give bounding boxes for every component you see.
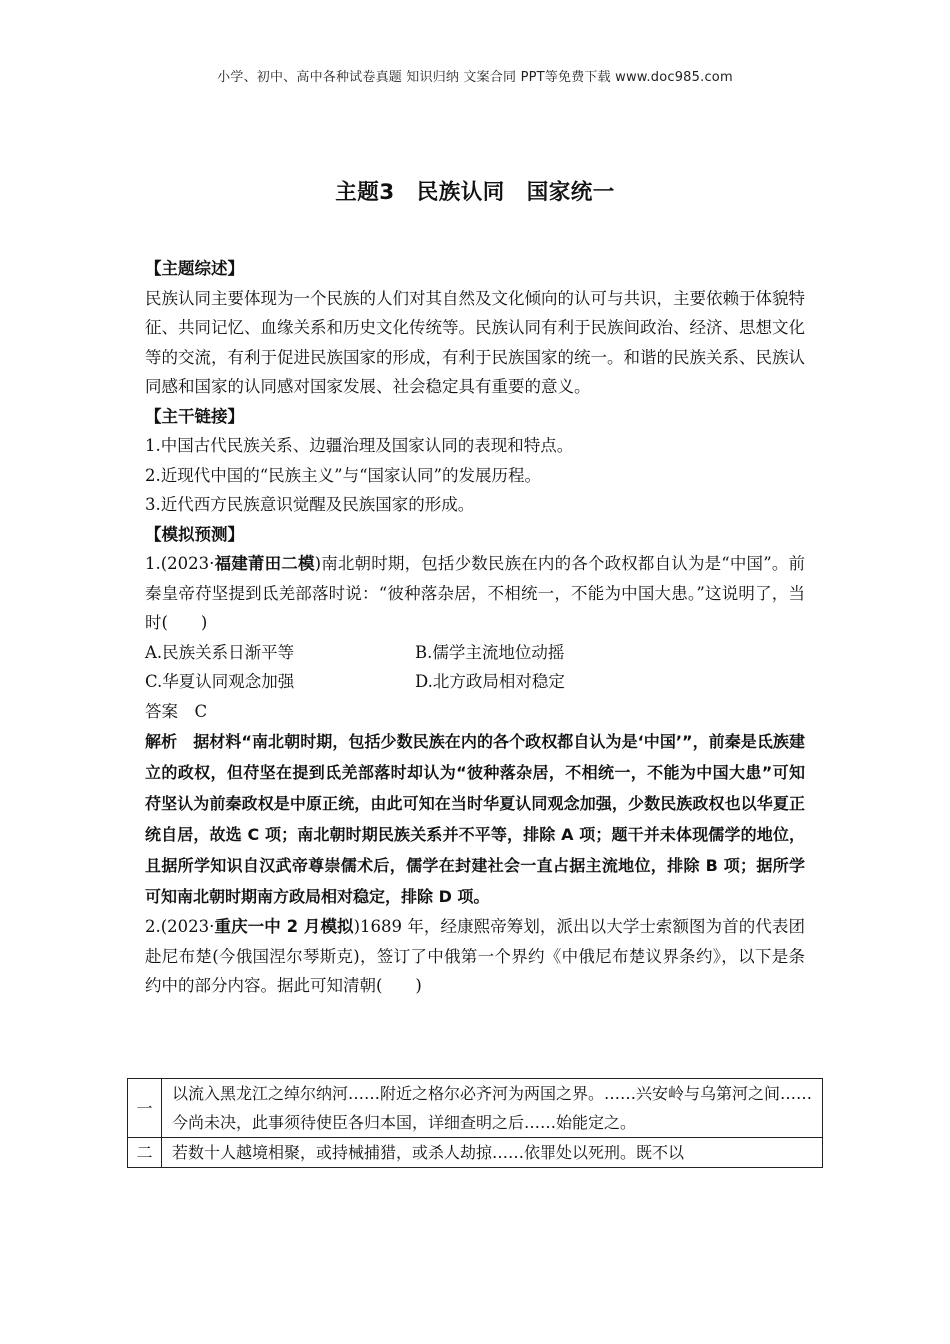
- question-1-stem: [145, 549, 805, 638]
- section-heading-summary: 【主题综述】: [145, 259, 244, 278]
- link-item-1: 1.中国古代民族关系、边疆治理及国家认同的表现和特点。: [145, 436, 574, 455]
- question-1-source: 福建莆田二模: [214, 554, 315, 573]
- question-2-number: 2.(2023·: [145, 917, 215, 936]
- main-content: [145, 254, 805, 1001]
- question-1-text: )南北朝时期，包括少数民族在内的各个政权都自认为是“中国”。前秦皇帝苻坚提到氐羌部落时说：“彼种落杂居，不相统一，不能为中国大患。”这说明了，当时( ): [145, 554, 805, 632]
- question-1-options-row-1: [145, 638, 805, 668]
- link-item-3: 3.近代西方民族意识觉醒及民族国家的形成。: [145, 495, 475, 514]
- page-header-banner: 小学、初中、高中各种试卷真题 知识归纳 文案合同 PPT等免费下载 www.doc985.com: [217, 70, 733, 85]
- section-heading-links: 【主干链接】: [145, 406, 244, 426]
- question-1-number: 1.(2023·: [145, 554, 215, 573]
- section-heading-predict: 【模拟预测】: [145, 524, 244, 544]
- question-2-stem: [145, 912, 805, 1001]
- table-cell-number: 一: [128, 1079, 162, 1138]
- question-1-answer: 答案 C: [145, 701, 208, 721]
- table-cell-text: 以流入黑龙江之绰尔纳河……附近之格尔必齐河为两国之界。……兴安岭与乌第河之间……今尚未决，此事须待使臣各归本国，详细查明之后……始能定之。: [162, 1079, 823, 1138]
- option-c: C.华夏认同观念加强: [145, 672, 295, 691]
- question-2-text: )1689 年，经康熙帝筹划，派出以大学士索额图为首的代表团赴尼布楚(今俄国涅尔琴斯克)，签订了中俄第一个界约《中俄尼布楚议界条约》，以下是条约中的部分内容。据此可知清朝( ): [145, 917, 805, 995]
- question-1-options-row-2: [145, 667, 805, 697]
- option-a: A.民族关系日渐平等: [145, 642, 295, 662]
- table-row: [128, 1079, 823, 1138]
- treaty-table: [127, 1078, 823, 1168]
- table-row: [128, 1138, 823, 1168]
- page-title: 主题3 民族认同 国家统一: [335, 180, 615, 205]
- summary-paragraph: 民族认同主要体现为一个民族的人们对其自然及文化倾向的认可与共识，主要依赖于体貌特征、共同记忆、血缘关系和历史文化传统等。民族认同有利于民族间政治、经济、思想文化等的交流，有利于促进民族国家的形成，有利于民族国家的统一。和谐的民族关系、民族认同感和国家的认同感对国家发展、社会稳定具有重要的意义。: [145, 288, 805, 396]
- link-item-2: 2.近现代中国的“民族主义”与“国家认同”的发展历程。: [145, 465, 541, 485]
- table-cell-number: 二: [128, 1138, 162, 1168]
- question-2-source: 重庆一中 2 月模拟: [214, 917, 354, 936]
- option-b: B.儒学主流地位动摇: [415, 642, 565, 662]
- option-d: D.北方政局相对稳定: [415, 672, 565, 691]
- table-cell-text: 若数十人越境相聚，或持械捕猎，或杀人劫掠……依罪处以死刑。既不以: [162, 1138, 823, 1168]
- question-1-analysis: 解析 据材料“南北朝时期，包括少数民族在内的各个政权都自认为是‘中国’”，前秦是氐族建立的政权，但苻坚在提到氐羌部落时却认为“彼种落杂居，不相统一，不能为中国大患”可知苻坚认为前秦政权是中原正统，由此可知在当时华夏认同观念加强，少数民族政权也以华夏正统自居，故选 C 项；南北朝时期民族关系并不平等，排除 A 项；题干并未体现儒学的地位，且据所学知识自汉武帝尊崇儒术后，儒学在封建社会一直占据主流地位，排除 B 项；据所学可知南北朝时期南方政局相对稳定，排除 D 项。: [145, 732, 805, 906]
